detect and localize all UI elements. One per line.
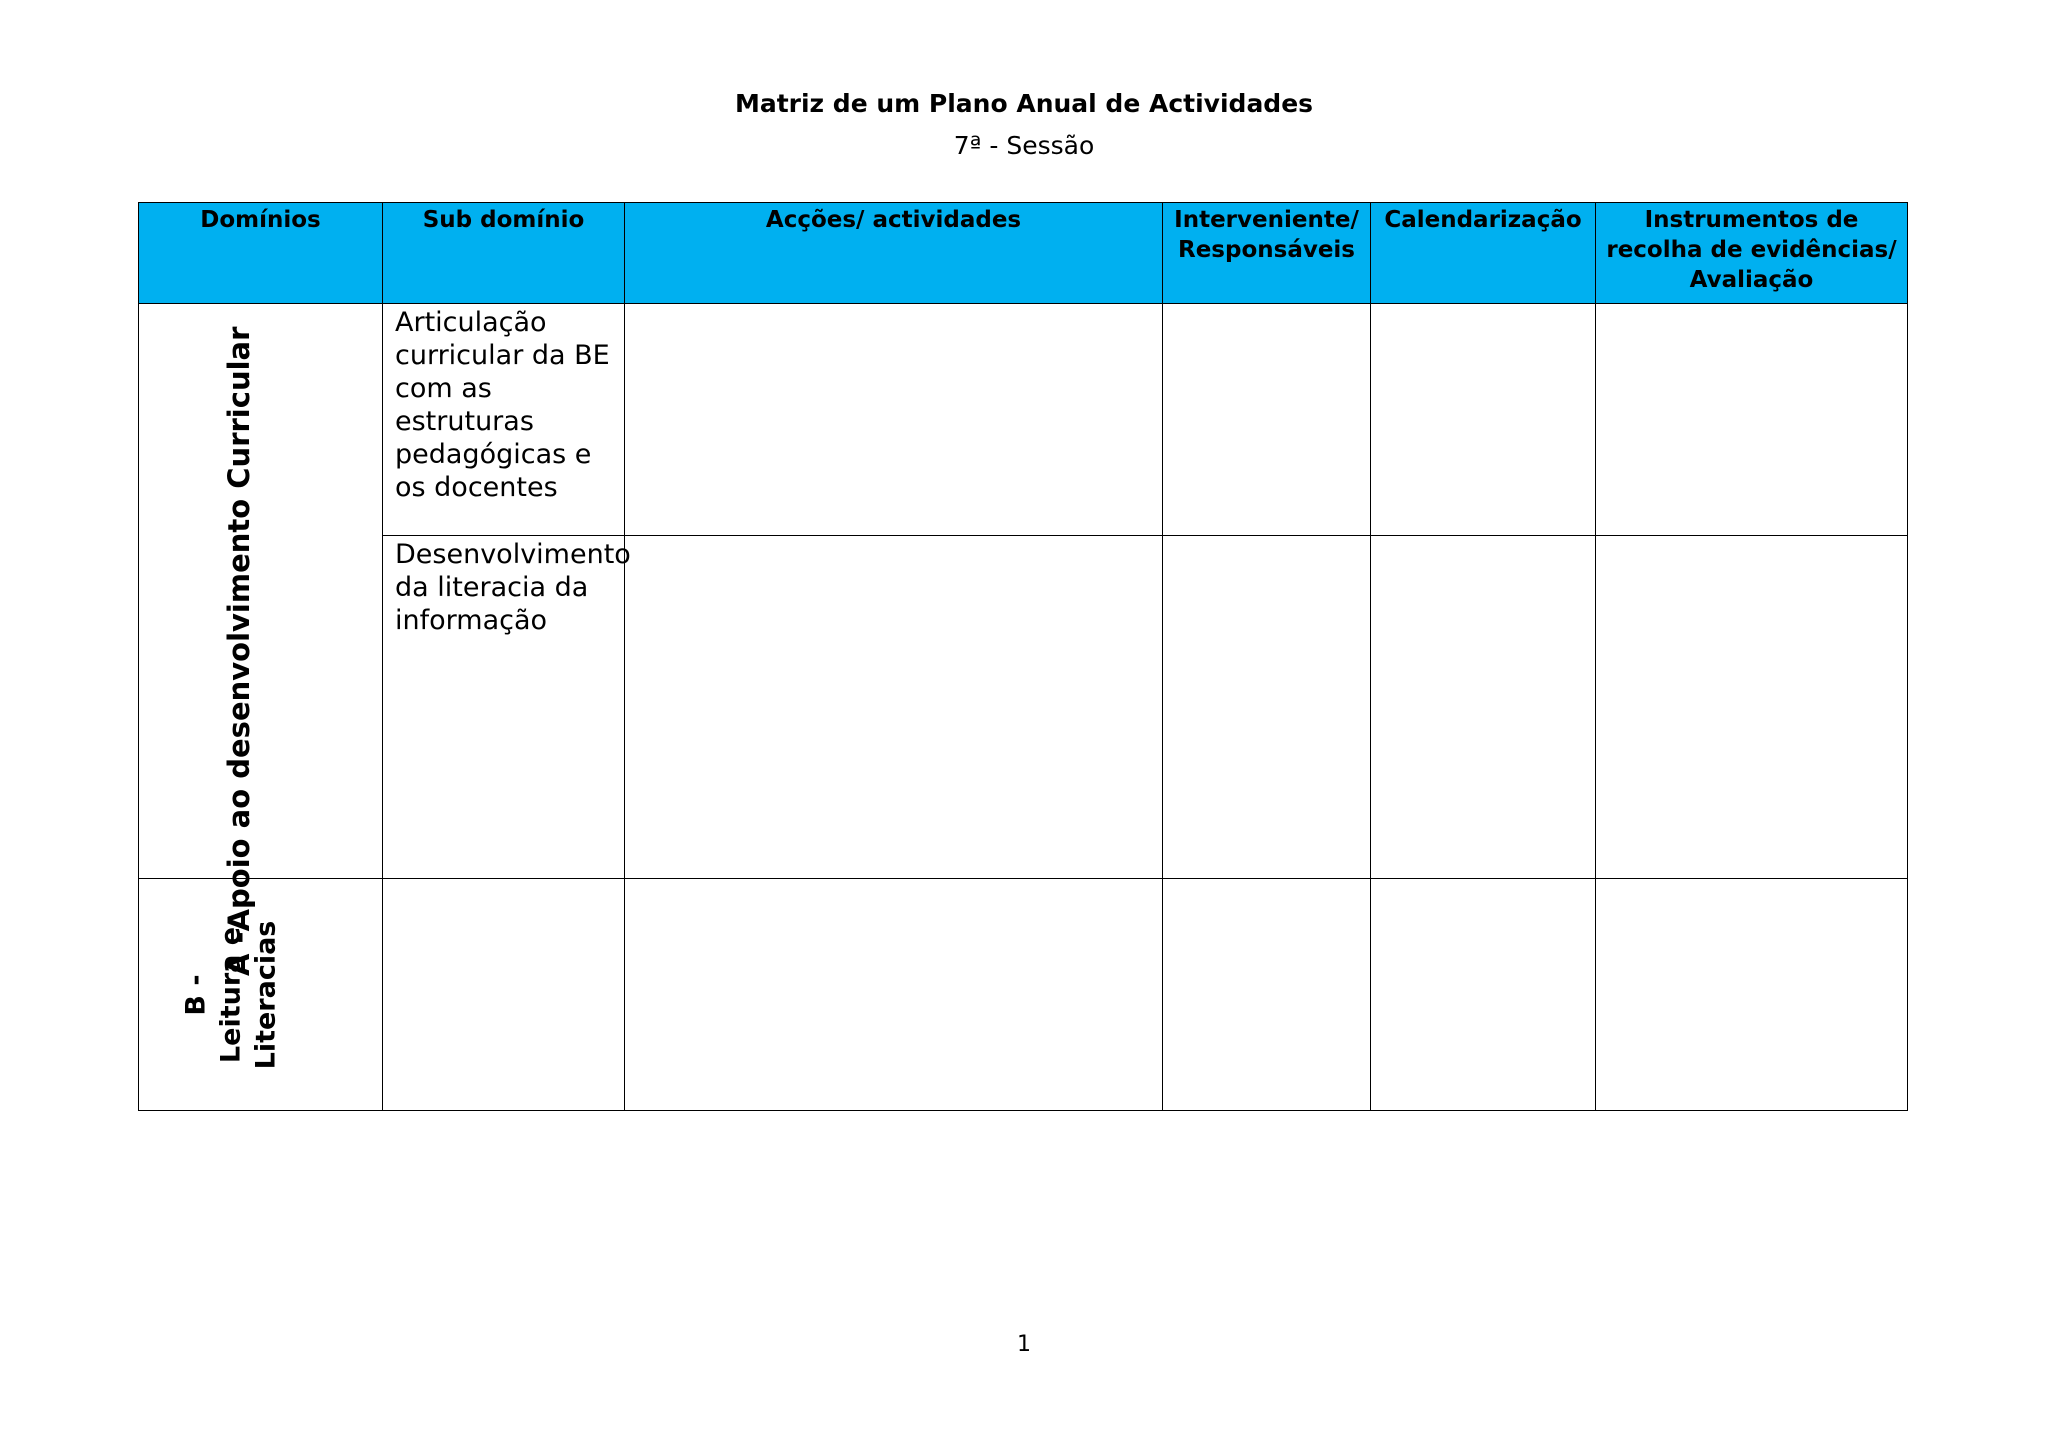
page-number: 1	[1017, 1332, 1031, 1357]
actions-cell	[625, 536, 1163, 879]
domain-cell-b	[139, 879, 383, 1111]
evaluation-cell	[1596, 536, 1908, 879]
subdomain-cell	[383, 879, 625, 1111]
document-title: Matriz de um Plano Anual de Actividades	[734, 89, 1314, 118]
responsible-cell	[1163, 536, 1371, 879]
responsible-cell	[1163, 879, 1371, 1111]
subdomain-label-literacia: Desenvolvimento da literacia da informação	[395, 539, 631, 636]
schedule-cell	[1371, 536, 1596, 879]
header-sub-dominio: Sub domínio	[383, 203, 625, 304]
actions-cell	[625, 879, 1163, 1111]
domain-label-b: B - Leitura e Literacias	[180, 920, 282, 1070]
activities-plan-table	[138, 202, 1908, 1111]
domain-cell-a	[139, 304, 383, 976]
header-accoes-actividades: Acções/ actividades	[625, 203, 1163, 304]
evaluation-cell	[1596, 304, 1908, 536]
table-row	[139, 304, 1908, 536]
subdomain-cell	[383, 536, 631, 879]
header-calendarizacao: Calendarização	[1371, 203, 1596, 304]
responsible-cell	[1163, 304, 1371, 536]
evaluation-cell	[1596, 879, 1908, 1111]
header-dominios: Domínios	[139, 203, 383, 304]
document-subtitle: 7ª - Sessão	[953, 131, 1095, 160]
table-row	[139, 536, 1908, 879]
actions-cell	[625, 304, 1163, 536]
schedule-cell	[1371, 304, 1596, 536]
domain-label-a: A -Apoio ao desenvolvimento Curricular	[222, 326, 256, 976]
table-row	[139, 879, 1908, 1111]
schedule-cell	[1371, 879, 1596, 1111]
subdomain-cell	[383, 304, 625, 536]
table-header-row	[139, 203, 1908, 304]
header-instrumentos-avaliacao: Instrumentos de recolha de evidências/ Avaliação	[1596, 203, 1908, 304]
subdomain-label-articulacao: Articulação curricular da BE com as estruturas pedagógicas e os docentes	[395, 307, 610, 503]
header-interveniente-responsaveis: Interveniente/ Responsáveis	[1163, 203, 1371, 304]
